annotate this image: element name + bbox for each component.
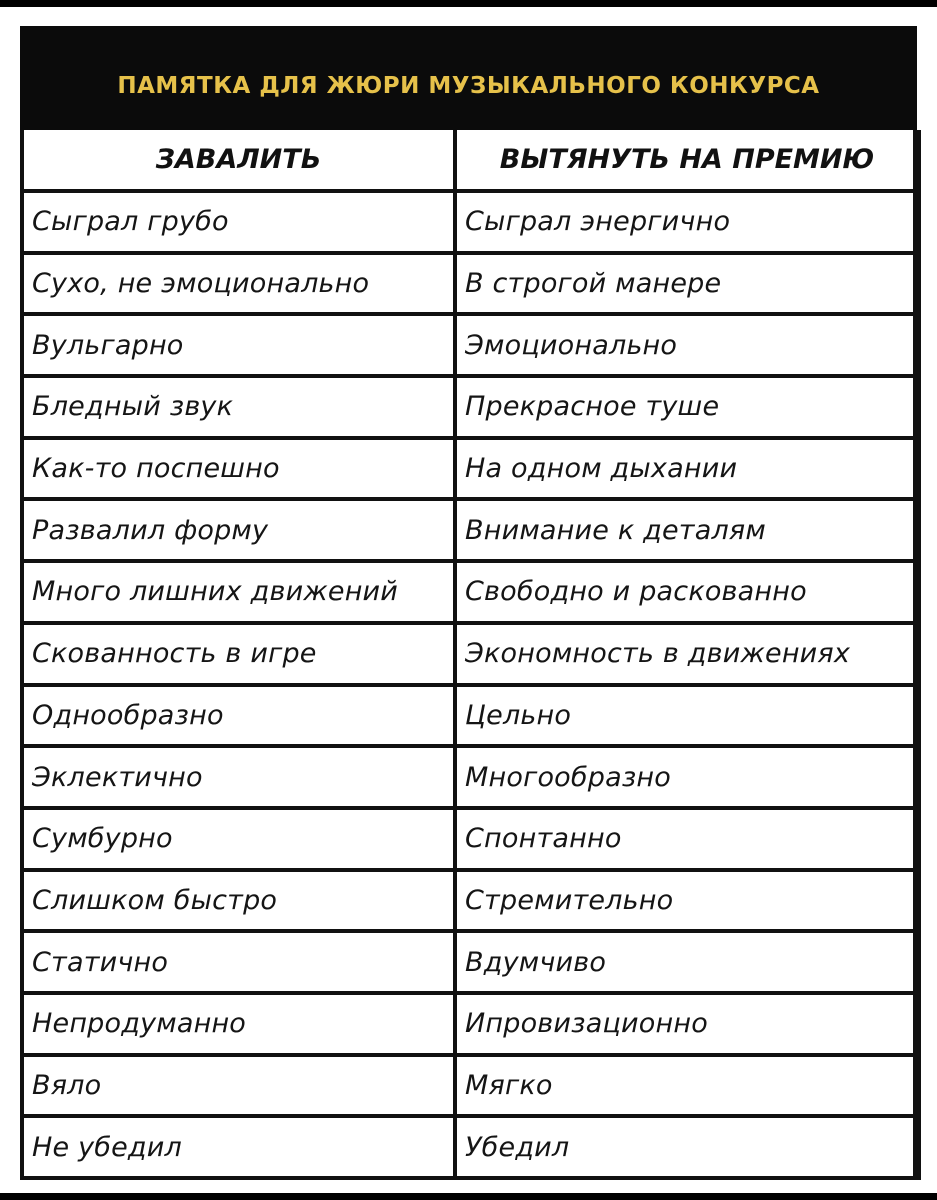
award-phrase-cell: Свободно и раскованно bbox=[455, 561, 919, 623]
column-header-award: ВЫТЯНУТЬ НА ПРЕМИЮ bbox=[455, 130, 919, 191]
fail-phrase-cell: Эклектично bbox=[22, 746, 455, 808]
award-phrase-cell: Ипровизационно bbox=[455, 993, 919, 1055]
award-phrase-cell: Экономность в движениях bbox=[455, 623, 919, 685]
award-phrase-cell: Многообразно bbox=[455, 746, 919, 808]
table-row bbox=[22, 685, 919, 747]
award-phrase-cell: Мягко bbox=[455, 1055, 919, 1117]
table-row bbox=[22, 808, 919, 870]
top-border-bar bbox=[0, 0, 937, 7]
table-row bbox=[22, 1116, 919, 1178]
award-phrase-cell: Внимание к деталям bbox=[455, 499, 919, 561]
award-phrase-cell: Убедил bbox=[455, 1116, 919, 1178]
award-phrase-cell: Прекрасное туше bbox=[455, 376, 919, 438]
fail-phrase-cell: Как-то поспешно bbox=[22, 438, 455, 500]
fail-phrase-cell: Сухо, не эмоционально bbox=[22, 253, 455, 315]
page-title: ПАМЯТКА ДЛЯ ЖЮРИ МУЗЫКАЛЬНОГО КОНКУРСА bbox=[117, 73, 820, 99]
table-row bbox=[22, 993, 919, 1055]
table-row bbox=[22, 870, 919, 932]
table-row bbox=[22, 191, 919, 253]
fail-phrase-cell: Много лишних движений bbox=[22, 561, 455, 623]
award-phrase-cell: Вдумчиво bbox=[455, 931, 919, 993]
fail-phrase-cell: Скованность в игре bbox=[22, 623, 455, 685]
fail-phrase-cell: Сыграл грубо bbox=[22, 191, 455, 253]
table-row bbox=[22, 746, 919, 808]
table-row bbox=[22, 438, 919, 500]
table-row bbox=[22, 499, 919, 561]
column-header-fail: ЗАВАЛИТЬ bbox=[22, 130, 455, 191]
table-row bbox=[22, 253, 919, 315]
table-row bbox=[22, 314, 919, 376]
award-phrase-cell: Спонтанно bbox=[455, 808, 919, 870]
fail-phrase-cell: Вульгарно bbox=[22, 314, 455, 376]
jury-memo-card bbox=[20, 26, 917, 1180]
fail-phrase-cell: Статично bbox=[22, 931, 455, 993]
fail-phrase-cell: Непродуманно bbox=[22, 993, 455, 1055]
award-phrase-cell: Стремительно bbox=[455, 870, 919, 932]
table-row bbox=[22, 376, 919, 438]
bottom-border-bar bbox=[0, 1193, 937, 1200]
award-phrase-cell: Цельно bbox=[455, 685, 919, 747]
fail-phrase-cell: Однообразно bbox=[22, 685, 455, 747]
table-row bbox=[22, 623, 919, 685]
award-phrase-cell: Эмоционально bbox=[455, 314, 919, 376]
fail-phrase-cell: Вяло bbox=[22, 1055, 455, 1117]
table-row bbox=[22, 1055, 919, 1117]
fail-phrase-cell: Слишком быстро bbox=[22, 870, 455, 932]
award-phrase-cell: В строгой манере bbox=[455, 253, 919, 315]
comparison-table bbox=[20, 130, 921, 1180]
table-row bbox=[22, 931, 919, 993]
award-phrase-cell: На одном дыхании bbox=[455, 438, 919, 500]
title-banner bbox=[20, 26, 917, 130]
fail-phrase-cell: Сумбурно bbox=[22, 808, 455, 870]
table-body bbox=[22, 191, 919, 1178]
fail-phrase-cell: Бледный звук bbox=[22, 376, 455, 438]
table-row bbox=[22, 561, 919, 623]
award-phrase-cell: Сыграл энергично bbox=[455, 191, 919, 253]
table-header-row bbox=[22, 130, 919, 191]
fail-phrase-cell: Не убедил bbox=[22, 1116, 455, 1178]
fail-phrase-cell: Развалил форму bbox=[22, 499, 455, 561]
